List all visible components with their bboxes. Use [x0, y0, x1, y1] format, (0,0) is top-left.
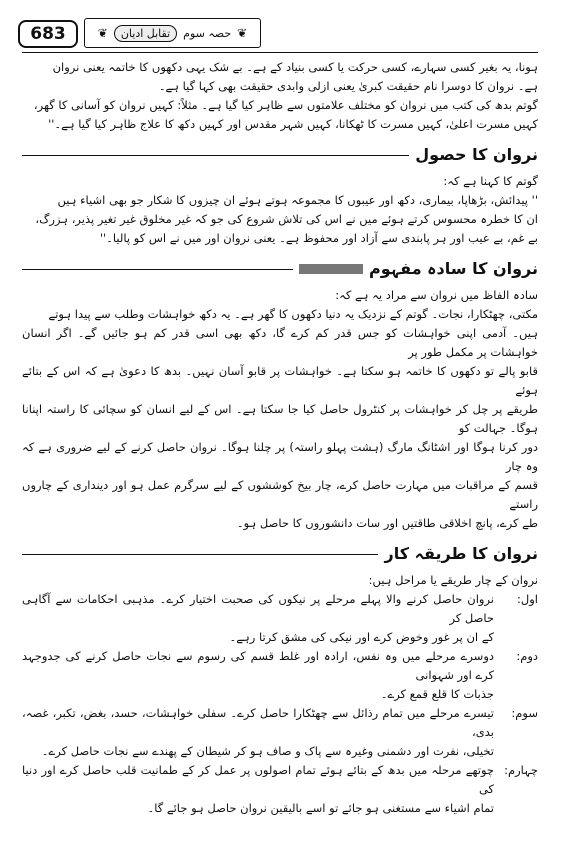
heading-text: نروان کا سادہ مفہوم [369, 259, 538, 278]
body-line: قابو پالے تو دکھوں کا خاتمہ ہو سکتا ہے۔ خواہشات پر قابو آسان نہیں۔ بدھ کا دعویٰ ہے کہ اس کے بتائے ہوئے [22, 364, 538, 397]
heading-highlight-bar [299, 264, 363, 274]
step-label: چہارم: [504, 763, 538, 777]
body-line: قسم کے مراقبات میں مہارت حاصل کرے، چار بیخ کوششوں کے لیے سرگرم عمل ہو اور دینداری کے چاروں راستے [22, 478, 538, 511]
step-line: تیسرے مرحلے میں تمام رذائل سے چھٹکارا حاصل کرے۔ سفلی خواہشات، حسد، بغض، تکبر، غصہ، بدی، [22, 706, 494, 739]
quote-line: '' پیدائش، بڑھاپا، بیماری، دکھ اور عیبوں کا مجموعہ ہوتے ہوئے ان چیزوں کا شکار جو بھی اشیاء ہیں [57, 193, 538, 207]
body-line: کہیں مسرت اعلیٰ، کہیں مسرت کا ٹھکانا، کہیں شہر مقدس اور کہیں دکھ کا علاج ظاہر کیا گیا ہے۔'' [48, 117, 538, 131]
body-line: سادہ الفاظ میں نروان سے مراد یہ ہے کہ: [335, 288, 538, 302]
body-line: مکتی، چھٹکارا، نجات۔ گوتم کے نزدیک یہ دنیا دکھوں کا گھر ہے۔ یہ دکھ خواہشات وطلب سے پیدا ہوتے [48, 307, 538, 321]
step-line: دوسرے مرحلے میں وہ نفس، ارادہ اور غلط قسم کی رسوم سے نجات حاصل کرنے کی جدوجہد کرے اور شہوانی [22, 649, 494, 682]
step-line: چوتھے مرحلہ میں بدھ کے بتائے ہوئے تمام اصولوں پر عمل کر کے طمانیت قلب حاصل کرے اور دنیا کی [22, 763, 494, 796]
step-item [22, 590, 538, 647]
body-line: ہیں۔ آدمی اپنی خواہشات کو جس قدر کم کرے گا، دکھ بھی اسی قدر کم ہو جائیں گے۔ اگر انسان خواہشات پر مکمل طور پر [22, 326, 538, 359]
body-line: ہے۔ نروان کا دوسرا نام حقیقت کبریٰ یعنی ازلی وابدی حقیقت بھی کہا گیا ہے۔ [158, 79, 538, 93]
header-rule [22, 52, 538, 53]
section-title: حصہ سوم [183, 26, 232, 40]
section-heading [22, 258, 538, 280]
step-line: تمام اشیاء سے مستغنی ہو جائے تو اسے بالیقین نروان حاصل ہو جائے گا۔ [147, 801, 494, 815]
heading-rule [22, 554, 378, 555]
step-item [22, 704, 538, 761]
quote-line: ان کا خطرہ محسوس کرتے ہوئے میں نے اس کی تلاش شروع کی جو کہ غیر مخلوق غیر تغیر پذیر، ہزرگ، [35, 212, 538, 226]
step-line: تخیلی، نفرت اور دشمنی وغیرہ سے پاک و صاف ہو کر شیطان کے پھندے سے نجات حاصل کرے۔ [41, 744, 494, 758]
body-line: ہونا، یہ بغیر کسی سہارے، کسی حرکت یا کسی بنیاد کے ہے۔ بے شک یہی دکھوں کا خاتمہ یعنی نروان [52, 60, 538, 74]
section-heading [22, 543, 538, 565]
section-banner [84, 18, 261, 48]
step-line: نروان حاصل کرنے والا پہلے مرحلے پر نیکوں کی صحبت اختیار کرے۔ مذہبی احکامات سے آگاہی حاصل کر [22, 592, 494, 625]
step-line: جذبات کا قلع قمع کرے۔ [380, 687, 494, 701]
body-line: گوتم کا کہنا ہے کہ: [443, 174, 538, 188]
body-line: نروان کے چار طریقے یا مراحل ہیں: [368, 573, 538, 587]
page-header [18, 16, 268, 50]
page-body [22, 58, 538, 818]
quote-line: بے غم، بے عیب اور ہر پابندی سے آزاد اور محفوظ ہے۔ یعنی نروان اور میں نے اس کو پالیا۔'' [99, 231, 538, 245]
page-number: 683 [18, 20, 78, 48]
step-item [22, 761, 538, 818]
heading-text: نروان کا طریقہ کار [384, 544, 538, 563]
body-line: طریقے پر چل کر خواہشات پر کنٹرول حاصل کیا جا سکتا ہے۔ اس کے لیے انسان کو سچائی کا راستہ اپنانا ہوگا۔ جہالت کو [22, 402, 538, 435]
step-label: سوم: [511, 706, 538, 720]
step-line: کے ان پر غور وخوض کرے اور نیکی کی مشق کرتا رہے۔ [229, 630, 494, 644]
book-title-tag: تقابل ادیان [114, 25, 177, 42]
ornament-icon: ❦ [97, 26, 108, 40]
heading-rule [22, 269, 293, 270]
body-line: گوتم بدھ کی کتب میں نروان کو مختلف علامتوں سے ظاہر کیا گیا ہے۔ مثلاً: کہیں نروان کو آسانی کا گھر، [33, 98, 538, 112]
heading-text: نروان کا حصول [415, 145, 538, 164]
body-line: دور کرنا ہوگا اور اشٹانگ مارگ (ہشت پہلو راستہ) پر چلنا ہوگا۔ نروان حاصل کرنے کے لیے ضروری ہے کہ وہ چار [22, 440, 538, 473]
step-item [22, 647, 538, 704]
ornament-icon: ❦ [237, 26, 248, 40]
step-label: دوم: [516, 649, 538, 663]
heading-rule [22, 155, 409, 156]
section-heading [22, 144, 538, 166]
body-line: طے کرے، پانچ اخلاقی طاقتیں اور سات دانشوروں کا حاصل ہو۔ [236, 516, 538, 530]
step-label: اول: [517, 592, 538, 606]
